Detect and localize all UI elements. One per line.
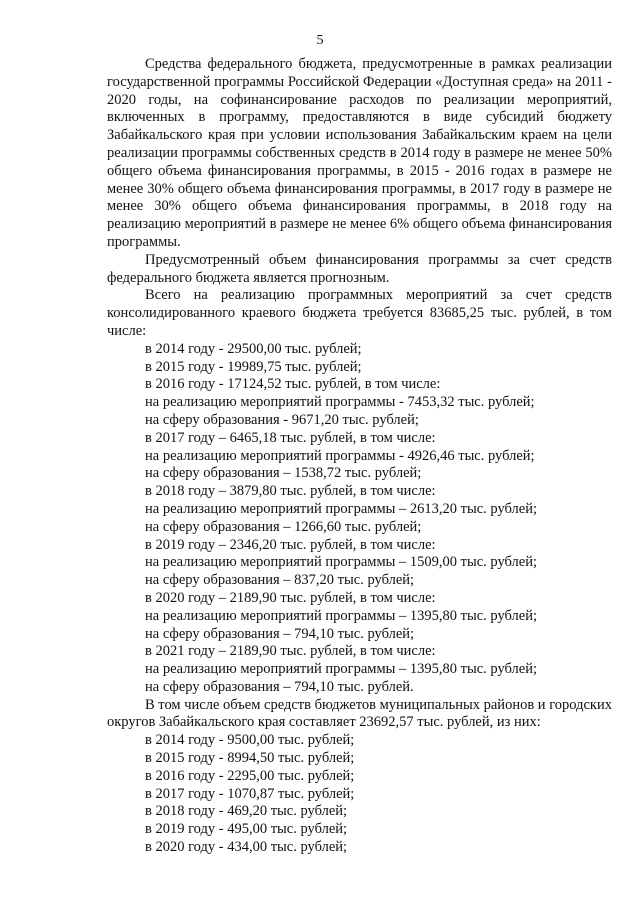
list-item: в 2015 году - 19989,75 тыс. рублей; bbox=[145, 358, 362, 375]
municipal-budget-list bbox=[107, 732, 612, 857]
document-body bbox=[107, 56, 612, 857]
list-item: на реализацию мероприятий программы – 1395,80 тыс. рублей; bbox=[145, 607, 538, 624]
paragraph-regional-total: Всего на реализацию программных мероприятий за счет средств консолидированного краевого бюджета требуется 83685,25 тыс. рублей, в том числе: bbox=[107, 287, 612, 339]
list-item: в 2016 году - 2295,00 тыс. рублей; bbox=[145, 767, 355, 784]
paragraph-federal-funding: Средства федерального бюджета, предусмотренные в рамках реализации государственной программы Российской Федерации «Доступная среда» на 2011 - 2020 годы, на софинансирование расходов по реализации мероприятий, включенных в программу, предоставляются в виде субсидий бюджету Забайкальского края при условии использования Забайкальским краем на цели реализации программы собственных средств в 2014 году в размере не менее 50% общего объема финансирования программы, в 2015 - 2016 годах в размере не менее 30% общего объема финансирования программы, в 2017 году в размере не менее 30% общего объема финансирования программы, в 2018 году на реализацию мероприятий в размере не менее 6% общего объема финансирования программы. bbox=[107, 56, 612, 250]
list-item: на сферу образования – 794,10 тыс. рублей. bbox=[145, 678, 414, 695]
list-item: в 2014 году - 29500,00 тыс. рублей; bbox=[145, 340, 362, 357]
regional-budget-list bbox=[107, 341, 612, 697]
list-item: в 2020 году – 2189,90 тыс. рублей, в том числе: bbox=[145, 589, 436, 606]
list-item: в 2014 году - 9500,00 тыс. рублей; bbox=[145, 732, 355, 749]
list-item: в 2018 году – 3879,80 тыс. рублей, в том числе: bbox=[145, 483, 436, 500]
list-item: в 2019 году – 2346,20 тыс. рублей, в том числе: bbox=[145, 536, 436, 553]
list-item: на реализацию мероприятий программы – 1509,00 тыс. рублей; bbox=[145, 554, 538, 571]
page-number: 5 bbox=[316, 33, 324, 48]
paragraph-forecast-note: Предусмотренный объем финансирования программы за счет средств федерального бюджета является прогнозным. bbox=[107, 251, 612, 286]
list-item: на сферу образования - 9671,20 тыс. рублей; bbox=[145, 411, 419, 428]
paragraph-municipal-total: В том числе объем средств бюджетов муниципальных районов и городских округов Забайкальского края составляет 23692,57 тыс. рублей, из них: bbox=[107, 696, 612, 731]
list-item: в 2017 году – 6465,18 тыс. рублей, в том числе: bbox=[145, 429, 436, 446]
list-item: на сферу образования – 1266,60 тыс. рублей; bbox=[145, 518, 422, 535]
list-item: на реализацию мероприятий программы - 4926,46 тыс. рублей; bbox=[145, 447, 535, 464]
list-item: в 2018 году - 469,20 тыс. рублей; bbox=[145, 803, 348, 820]
list-item: в 2017 году - 1070,87 тыс. рублей; bbox=[145, 785, 355, 802]
list-item: в 2015 году - 8994,50 тыс. рублей; bbox=[145, 750, 355, 767]
list-item: на реализацию мероприятий программы – 1395,80 тыс. рублей; bbox=[145, 661, 538, 678]
list-item: на реализацию мероприятий программы – 2613,20 тыс. рублей; bbox=[145, 500, 538, 517]
list-item: на сферу образования – 837,20 тыс. рублей; bbox=[145, 572, 415, 589]
list-item: на сферу образования – 1538,72 тыс. рублей; bbox=[145, 465, 422, 482]
list-item: в 2016 году - 17124,52 тыс. рублей, в том числе: bbox=[145, 376, 441, 393]
list-item: на реализацию мероприятий программы - 7453,32 тыс. рублей; bbox=[145, 394, 535, 411]
list-item: в 2021 году – 2189,90 тыс. рублей, в том числе: bbox=[145, 643, 436, 660]
list-item: в 2019 году - 495,00 тыс. рублей; bbox=[145, 821, 348, 838]
list-item: на сферу образования – 794,10 тыс. рублей; bbox=[145, 625, 415, 642]
list-item: в 2020 году - 434,00 тыс. рублей; bbox=[145, 839, 348, 856]
